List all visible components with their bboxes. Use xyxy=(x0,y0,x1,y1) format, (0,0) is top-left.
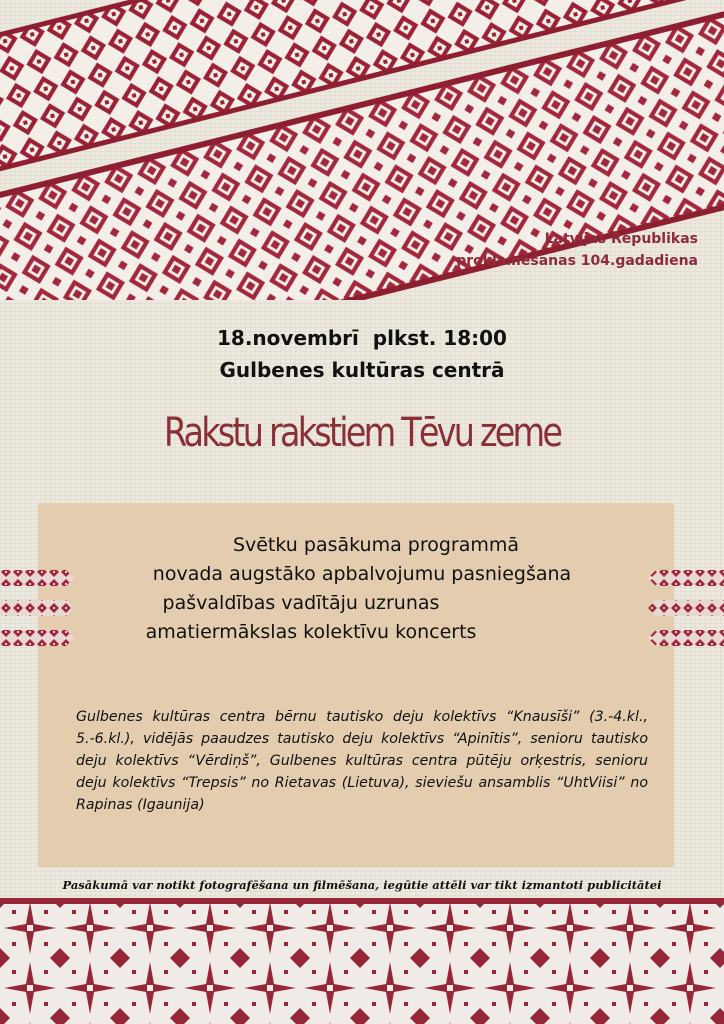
program-item: pašvaldības vadītāju uzrunas xyxy=(162,592,440,614)
program-item: amatiermākslas kolektīvu koncerts xyxy=(145,621,477,643)
event-info xyxy=(0,322,724,386)
photography-notice: Pasākumā var notikt fotografēšana un filmēšana, iegūtie attēli var tikt izmantoti publicitātei xyxy=(62,878,662,892)
embroidered-border-decoration xyxy=(0,898,724,1024)
occasion-heading xyxy=(456,228,698,272)
occasion-line-2: proklamēšanas 104.gadadiena xyxy=(456,253,698,269)
program-item: novada augstāko apbalvojumu pasniegšana xyxy=(152,563,572,585)
event-date-time: 18.novembrī plkst. 18:00 xyxy=(217,326,507,350)
event-title: Rakstu rakstiem Tēvu zeme xyxy=(163,410,561,456)
program-list xyxy=(38,531,674,647)
performers-text: Gulbenes kultūras centra bērnu tautisko deju kolektīvs “Knausīši” (3.-4.kl., 5.-6.kl.), vidējās paaudzes tautisko deju kolektīvs “Apinītis”, senioru tautisko deju kolektīvs “Vērdiņš”, Gulbenes kultūras centra pūtēju orķestris, senioru deju kolektīvs “Trepsis” no Rietavas (Lietuva), sieviešu ansamblis “UhtViisi” no Rapinas (Igaunija) xyxy=(76,709,648,813)
program-heading: Svētku pasākuma programmā xyxy=(232,534,520,556)
occasion-line-1: Latvijas Republikas xyxy=(544,231,698,247)
event-venue: Gulbenes kultūras centrā xyxy=(219,358,505,382)
